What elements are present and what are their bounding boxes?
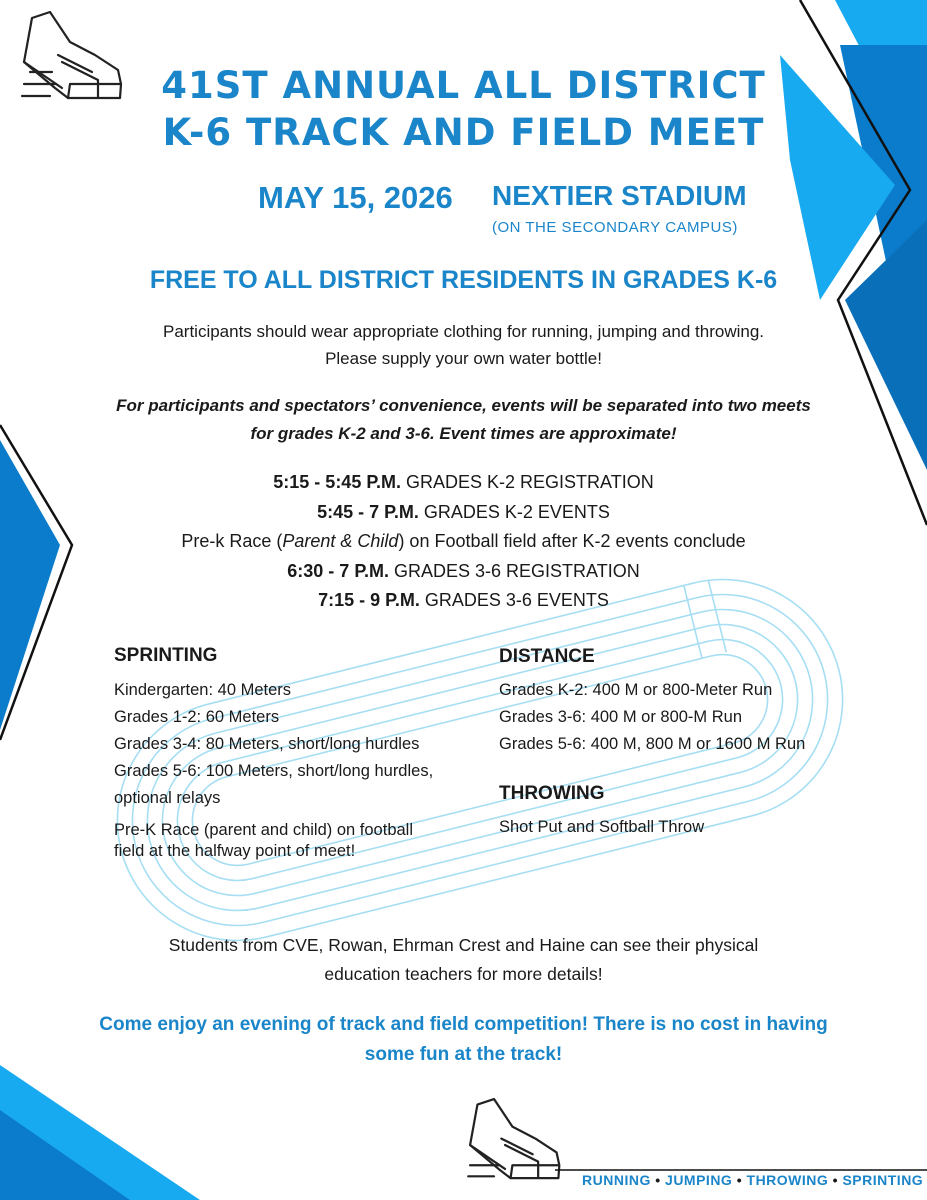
schedule-row: Pre-k Race (Parent & Child) on Football field after K-2 events conclude bbox=[181, 531, 746, 551]
list-item: Kindergarten: 40 Meters bbox=[114, 681, 292, 699]
note-line-2: for grades K-2 and 3-6. Event times are approximate! bbox=[250, 424, 677, 443]
sprinting-section bbox=[114, 645, 474, 862]
list-item: Shot Put and Softball Throw bbox=[499, 818, 705, 836]
list-item: Grades 5-6: 400 M, 800 M or 1600 M Run bbox=[499, 735, 806, 753]
tagline-word: JUMPING bbox=[665, 1172, 733, 1188]
bullet-icon: • bbox=[736, 1172, 743, 1188]
running-shoe-icon bbox=[468, 1099, 559, 1178]
list-item: Grades 5-6: 100 Meters, short/long hurdles, bbox=[114, 762, 434, 780]
event-date: MAY 15, 2026 bbox=[258, 180, 453, 215]
intro-text bbox=[0, 318, 927, 372]
list-item: Grades 3-4: 80 Meters, short/long hurdles bbox=[114, 735, 420, 753]
schedule bbox=[0, 468, 927, 616]
prek-line-2: field at the halfway point of meet! bbox=[114, 842, 356, 860]
tagline-word: SPRINTING bbox=[842, 1172, 924, 1188]
students-note bbox=[0, 931, 927, 989]
tagline-word: THROWING bbox=[746, 1172, 829, 1188]
throwing-heading: THROWING bbox=[499, 783, 605, 804]
distance-heading: DISTANCE bbox=[499, 646, 595, 667]
meet-note bbox=[0, 392, 927, 448]
venue-subtitle: (ON THE SECONDARY CAMPUS) bbox=[492, 219, 738, 236]
list-item: optional relays bbox=[114, 789, 221, 807]
prek-line-1: Pre-K Race (parent and child) on football bbox=[114, 821, 413, 839]
prek-note bbox=[114, 820, 474, 862]
students-line-1: Students from CVE, Rowan, Ehrman Crest and Haine can see their physical bbox=[168, 935, 759, 955]
closing-line-2: some fun at the track! bbox=[364, 1044, 563, 1065]
list-item: Grades K-2: 400 M or 800-Meter Run bbox=[499, 681, 773, 699]
sprinting-heading: SPRINTING bbox=[114, 645, 218, 666]
throwing-section bbox=[499, 783, 859, 841]
closing-message bbox=[0, 1010, 927, 1070]
tagline-word: RUNNING bbox=[582, 1172, 651, 1188]
schedule-row: 6:30 - 7 P.M. GRADES 3-6 REGISTRATION bbox=[287, 560, 640, 581]
bullet-icon: • bbox=[655, 1172, 661, 1188]
title-line-2: K-6 TRACK AND FIELD MEET bbox=[162, 111, 765, 154]
tagline bbox=[582, 1172, 923, 1188]
title-line-1: 41ST ANNUAL ALL DISTRICT bbox=[161, 64, 766, 107]
intro-line-2: Please supply your own water bottle! bbox=[325, 349, 602, 368]
distance-section bbox=[499, 646, 859, 758]
bottom-left-accent bbox=[0, 1065, 200, 1200]
schedule-row: 5:15 - 5:45 P.M. GRADES K-2 REGISTRATION bbox=[273, 472, 654, 492]
bullet-icon: • bbox=[832, 1172, 839, 1188]
free-banner: FREE TO ALL DISTRICT RESIDENTS IN GRADES K-6 bbox=[149, 266, 778, 294]
page-title bbox=[60, 62, 867, 156]
closing-line-1: Come enjoy an evening of track and field competition! There is no cost in having bbox=[99, 1014, 828, 1035]
schedule-row: 7:15 - 9 P.M. GRADES 3-6 EVENTS bbox=[318, 590, 609, 610]
venue-name: NEXTIER STADIUM bbox=[492, 180, 747, 211]
intro-line-1: Participants should wear appropriate clothing for running, jumping and throwing. bbox=[162, 322, 765, 341]
schedule-row: 5:45 - 7 P.M. GRADES K-2 EVENTS bbox=[317, 501, 610, 522]
note-line-1: For participants and spectators’ convenience, events will be separated into two meets bbox=[116, 396, 811, 415]
list-item: Grades 3-6: 400 M or 800-M Run bbox=[499, 708, 743, 726]
students-line-2: education teachers for more details! bbox=[324, 964, 603, 984]
list-item: Grades 1-2: 60 Meters bbox=[114, 708, 280, 726]
